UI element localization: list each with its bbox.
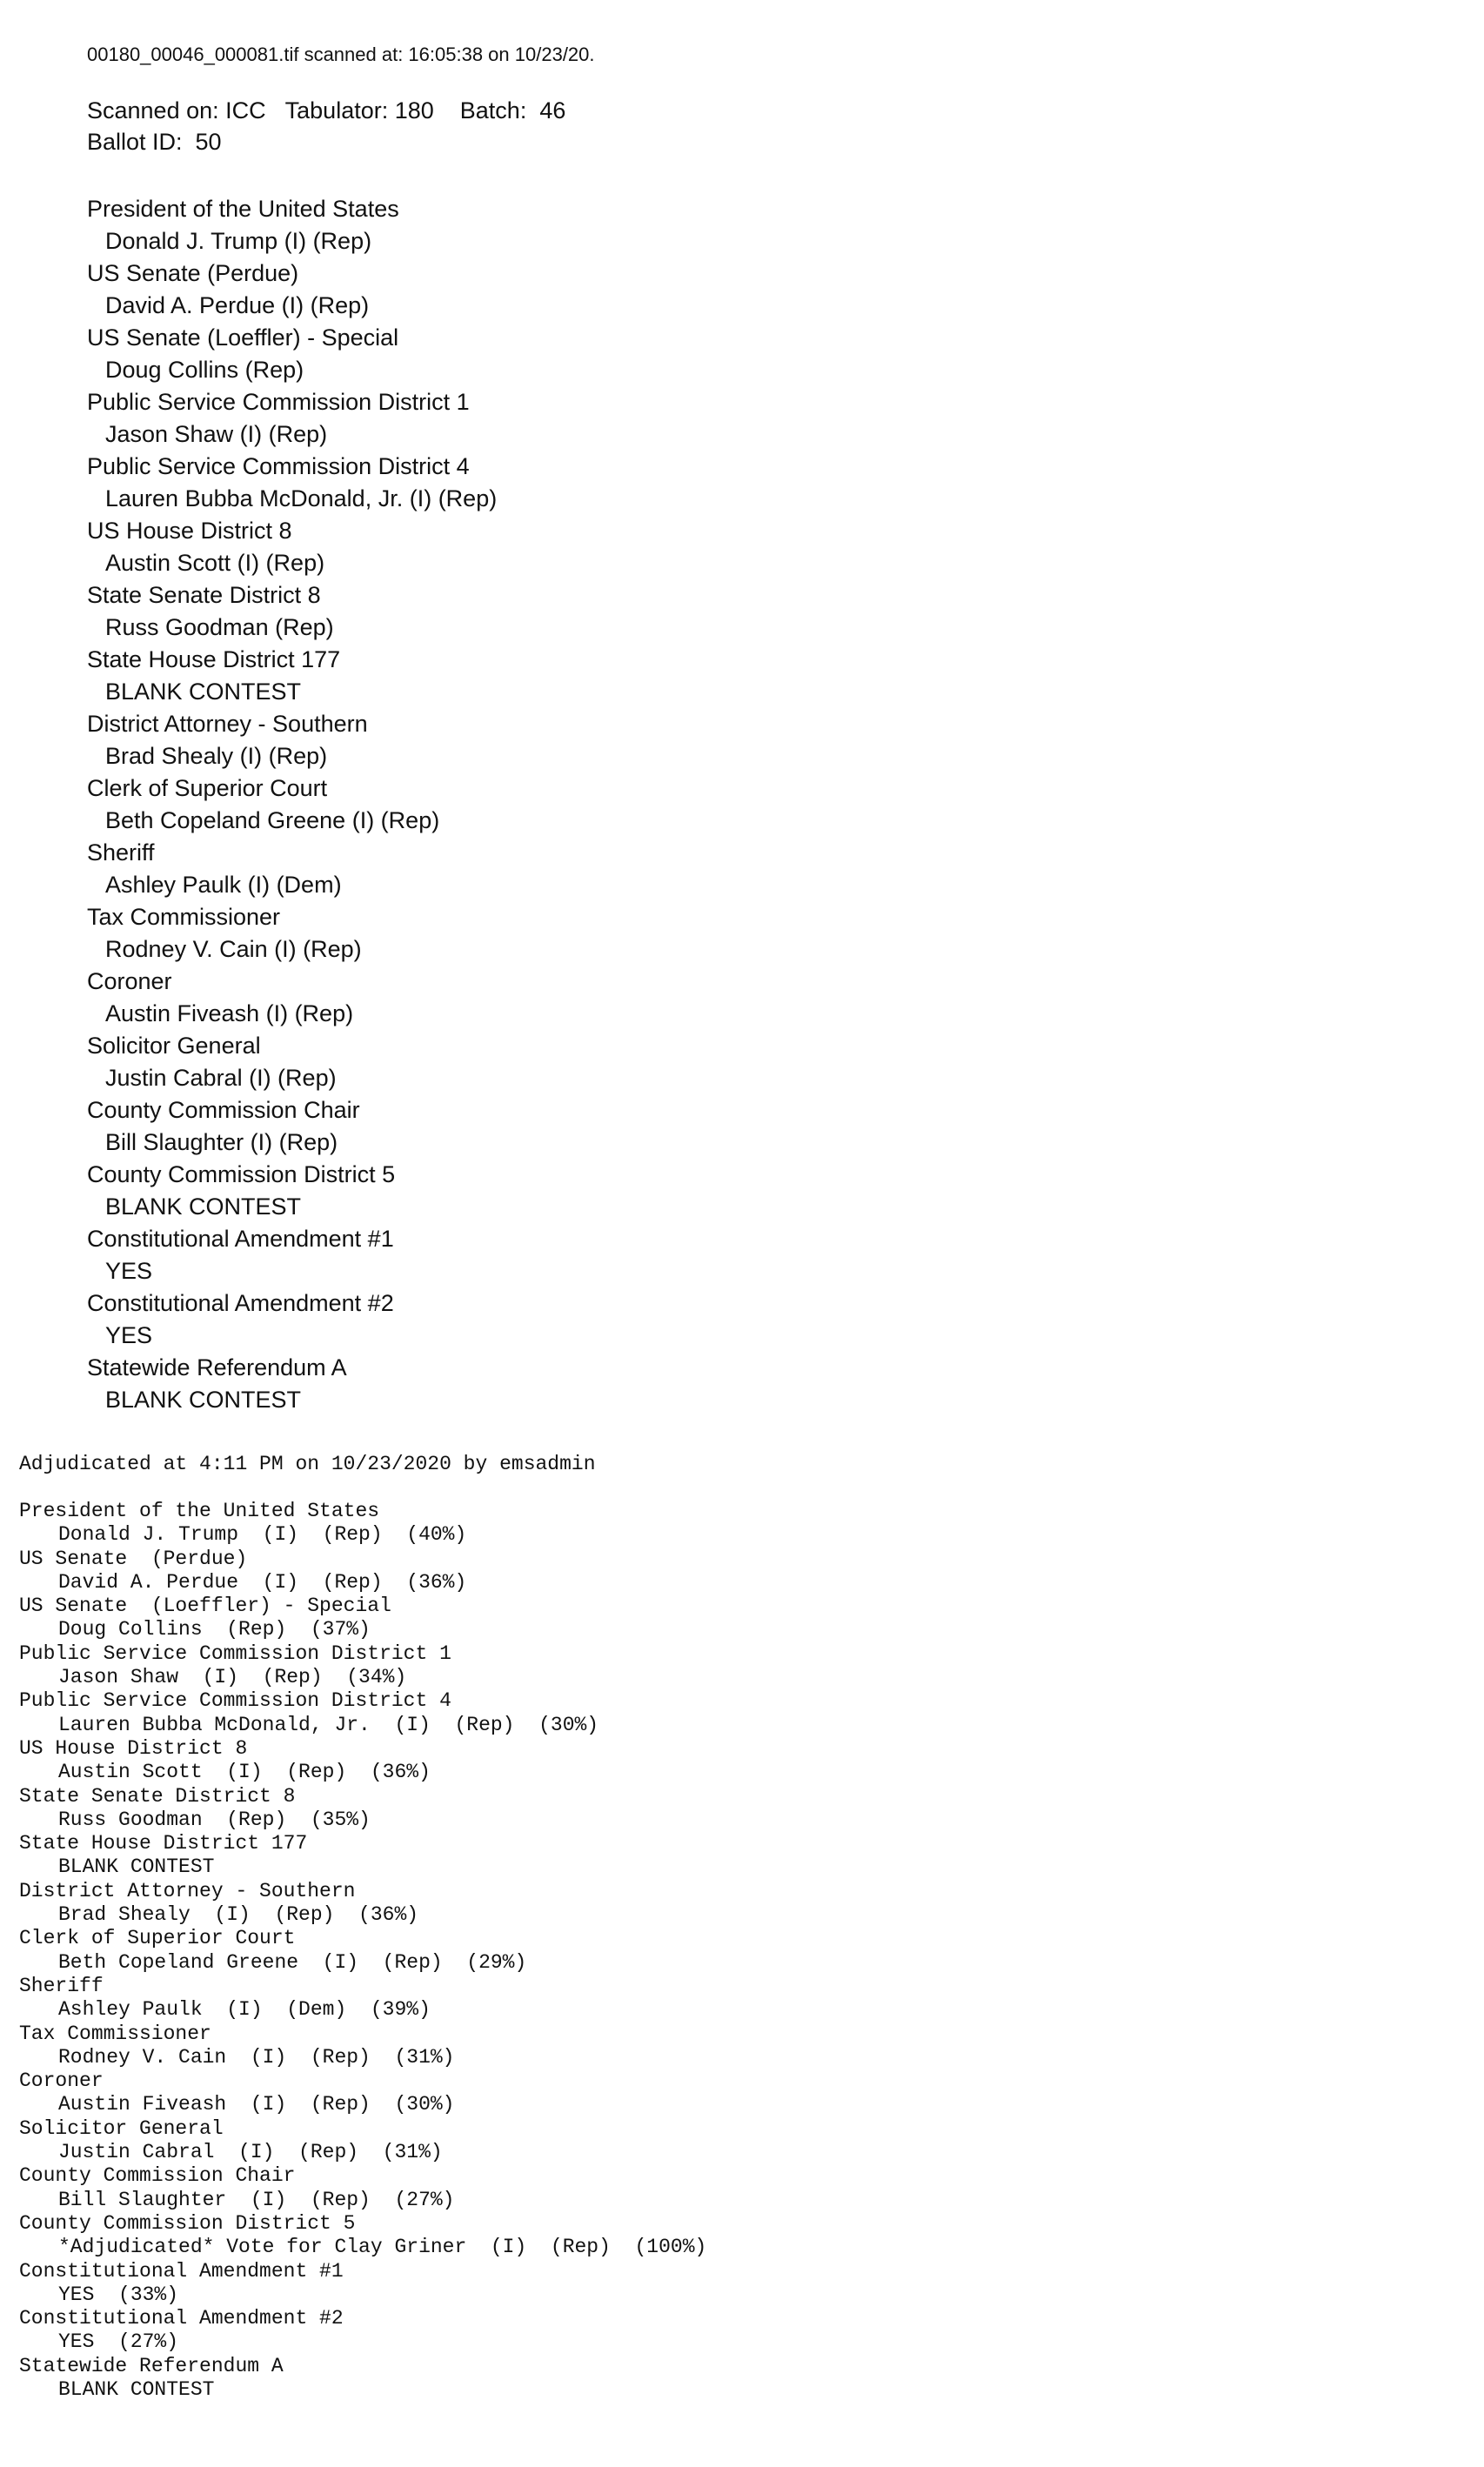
- adjudicated-contest-title: President of the United States: [19, 1500, 380, 1522]
- scan-contest: [87, 966, 497, 1030]
- scan-contest-title: President of the United States: [87, 196, 399, 222]
- adjudicated-contest: [19, 1832, 706, 1880]
- scan-contest-title: Solicitor General: [87, 1033, 261, 1059]
- scan-contest-title: US House District 8: [87, 518, 292, 544]
- scan-contest-choice: BLANK CONTEST: [105, 679, 302, 705]
- adjudicated-contest-choice: Austin Scott (I) (Rep) (36%): [58, 1761, 431, 1784]
- adjudicated-contest-title: Sheriff: [19, 1974, 104, 1997]
- scan-contest: [87, 1223, 497, 1287]
- scan-contest-title: District Attorney - Southern: [87, 711, 368, 737]
- adjudicated-contest: [19, 2260, 706, 2308]
- scan-contest-title: County Commission District 5: [87, 1161, 396, 1187]
- scan-contest-choice: Justin Cabral (I) (Rep): [105, 1065, 337, 1091]
- scan-filename-line: 00180_00046_000081.tif scanned at: 16:05:38 on 10/23/20.: [87, 43, 595, 65]
- scan-contest: [87, 386, 497, 451]
- scan-contest-choice: Donald J. Trump (I) (Rep): [105, 228, 372, 254]
- scan-contest-choice: David A. Perdue (I) (Rep): [105, 292, 370, 318]
- adjudicated-contest: [19, 2022, 706, 2070]
- adjudicated-contest: [19, 1548, 706, 1595]
- adjudicated-contest-title: US House District 8: [19, 1736, 248, 1760]
- scan-contest: [87, 451, 497, 515]
- adjudicated-contest-choice: Jason Shaw (I) (Rep) (34%): [58, 1666, 407, 1689]
- adjudicated-contest: [19, 2212, 706, 2260]
- scan-contest: [87, 1159, 497, 1223]
- scan-contest: [87, 1094, 497, 1159]
- scan-contest-choice: Rodney V. Cain (I) (Rep): [105, 936, 362, 962]
- adjudication-header: Adjudicated at 4:11 PM on 10/23/2020 by emsadmin: [19, 1453, 596, 1475]
- adjudicated-contest-title: Tax Commissioner: [19, 2022, 211, 2045]
- scan-contest: [87, 579, 497, 644]
- scan-contest-choice: Brad Shealy (I) (Rep): [105, 743, 328, 769]
- contest-list: [87, 193, 497, 1416]
- scan-contest-choice: Ashley Paulk (I) (Dem): [105, 872, 342, 898]
- scan-contest-choice: Russ Goodman (Rep): [105, 614, 334, 640]
- scan-contest-choice: Bill Slaughter (I) (Rep): [105, 1129, 338, 1155]
- scan-contest-choice: YES: [105, 1258, 153, 1284]
- adjudicated-contest-title: US Senate (Loeffler) - Special: [19, 1595, 391, 1618]
- scan-contest-choice: Jason Shaw (I) (Rep): [105, 421, 328, 447]
- scan-contest-title: Constitutional Amendment #1: [87, 1226, 394, 1252]
- adjudicated-contest-choice: Beth Copeland Greene (I) (Rep) (29%): [58, 1950, 527, 1974]
- scan-contest-choice: BLANK CONTEST: [105, 1193, 302, 1220]
- adjudicated-contest: [19, 1642, 706, 1690]
- adjudicated-contest-title: US Senate (Perdue): [19, 1547, 248, 1570]
- adjudicated-contest: [19, 2355, 706, 2403]
- adjudicated-contest: [19, 1927, 706, 1975]
- adjudicated-contest: [19, 1880, 706, 1928]
- adjudication-contest-list: [19, 1500, 706, 2402]
- adjudicated-contest-title: Public Service Commission District 1: [19, 1641, 451, 1665]
- adjudicated-contest-choice: Bill Slaughter (I) (Rep) (27%): [58, 2188, 455, 2211]
- scan-contest-title: Public Service Commission District 1: [87, 389, 470, 415]
- scan-contest-choice: Lauren Bubba McDonald, Jr. (I) (Rep): [105, 485, 498, 511]
- adjudicated-contest: [19, 2307, 706, 2355]
- adjudicated-contest-title: County Commission District 5: [19, 2211, 356, 2235]
- scan-contest: [87, 1352, 497, 1416]
- scan-contest-choice: Doug Collins (Rep): [105, 357, 304, 383]
- scan-contest: [87, 837, 497, 901]
- adjudicated-contest-choice: Ashley Paulk (I) (Dem) (39%): [58, 1998, 431, 2022]
- scan-contest-choice: YES: [105, 1322, 153, 1348]
- scan-contest-title: US Senate (Loeffler) - Special: [87, 324, 399, 351]
- adjudicated-contest-choice: Doug Collins (Rep) (37%): [58, 1618, 371, 1641]
- adjudicated-contest-choice: David A. Perdue (I) (Rep) (36%): [58, 1570, 467, 1594]
- adjudicated-contest-choice: Rodney V. Cain (I) (Rep) (31%): [58, 2045, 455, 2069]
- adjudicated-contest-choice: Lauren Bubba McDonald, Jr. (I) (Rep) (30%): [58, 1713, 599, 1736]
- adjudicated-contest: [19, 2164, 706, 2212]
- adjudicated-contest: [19, 1975, 706, 2022]
- scan-contest: [87, 901, 497, 966]
- adjudicated-contest-choice: YES (33%): [58, 2283, 179, 2306]
- adjudicated-contest-choice: Donald J. Trump (I) (Rep) (40%): [58, 1523, 467, 1547]
- scan-contest-title: Coroner: [87, 968, 172, 994]
- adjudicated-contest-title: Clerk of Superior Court: [19, 1927, 296, 1950]
- scan-contest: [87, 257, 497, 322]
- adjudicated-contest-choice: Brad Shealy (I) (Rep) (36%): [58, 1903, 419, 1927]
- scan-contest-title: Tax Commissioner: [87, 904, 281, 930]
- ballot-id: Ballot ID: 50: [87, 129, 222, 155]
- adjudicated-contest: [19, 2117, 706, 2165]
- scan-contest: [87, 322, 497, 386]
- scan-contest-title: Clerk of Superior Court: [87, 775, 328, 801]
- adjudicated-contest: [19, 1737, 706, 1785]
- scanner-info: Scanned on: ICC Tabulator: 180 Batch: 46: [87, 97, 566, 124]
- scan-contest-choice: Austin Fiveash (I) (Rep): [105, 1000, 354, 1026]
- adjudicated-contest-title: County Commission Chair: [19, 2164, 296, 2188]
- adjudicated-contest-title: Constitutional Amendment #1: [19, 2259, 344, 2283]
- scan-contest-title: Sheriff: [87, 839, 155, 866]
- adjudicated-contest-choice: Russ Goodman (Rep) (35%): [58, 1808, 371, 1831]
- scan-contest-choice: BLANK CONTEST: [105, 1387, 302, 1413]
- adjudicated-contest-choice: *Adjudicated* Vote for Clay Griner (I) (Rep) (100%): [58, 2236, 707, 2259]
- scan-contest-title: Statewide Referendum A: [87, 1354, 347, 1381]
- adjudicated-contest-title: Constitutional Amendment #2: [19, 2307, 344, 2330]
- adjudicated-contest: [19, 1785, 706, 1833]
- scan-contest-title: State Senate District 8: [87, 582, 321, 608]
- scan-contest: [87, 1030, 497, 1094]
- adjudicated-contest: [19, 1689, 706, 1737]
- scan-contest: [87, 515, 497, 579]
- adjudicated-contest-title: District Attorney - Southern: [19, 1879, 356, 1902]
- adjudicated-contest: [19, 2069, 706, 2117]
- scan-contest: [87, 644, 497, 708]
- scan-contest: [87, 708, 497, 772]
- scan-contest: [87, 193, 497, 257]
- scan-contest-title: County Commission Chair: [87, 1097, 360, 1123]
- scan-contest-choice: Austin Scott (I) (Rep): [105, 550, 325, 576]
- scan-contest-title: Constitutional Amendment #2: [87, 1290, 394, 1316]
- adjudicated-contest-choice: BLANK CONTEST: [58, 2377, 215, 2401]
- adjudicated-contest: [19, 1500, 706, 1548]
- adjudicated-contest-choice: BLANK CONTEST: [58, 1855, 215, 1879]
- scan-contest-choice: Beth Copeland Greene (I) (Rep): [105, 807, 440, 833]
- adjudicated-contest-title: Public Service Commission District 4: [19, 1689, 451, 1713]
- scan-contest-title: US Senate (Perdue): [87, 260, 299, 286]
- adjudicated-contest-title: State House District 177: [19, 1832, 308, 1855]
- adjudicated-contest-choice: Justin Cabral (I) (Rep) (31%): [58, 2141, 443, 2164]
- scan-contest-title: Public Service Commission District 4: [87, 453, 470, 479]
- adjudicated-contest-title: Coroner: [19, 2069, 104, 2093]
- adjudicated-contest: [19, 1595, 706, 1642]
- adjudicated-contest-choice: Austin Fiveash (I) (Rep) (30%): [58, 2093, 455, 2116]
- scan-contest: [87, 1287, 497, 1352]
- scan-contest-title: State House District 177: [87, 646, 341, 672]
- scan-contest: [87, 772, 497, 837]
- adjudicated-contest-choice: YES (27%): [58, 2330, 179, 2354]
- adjudicated-contest-title: State Senate District 8: [19, 1784, 296, 1808]
- adjudicated-contest-title: Statewide Referendum A: [19, 2354, 284, 2377]
- adjudicated-contest-title: Solicitor General: [19, 2116, 224, 2140]
